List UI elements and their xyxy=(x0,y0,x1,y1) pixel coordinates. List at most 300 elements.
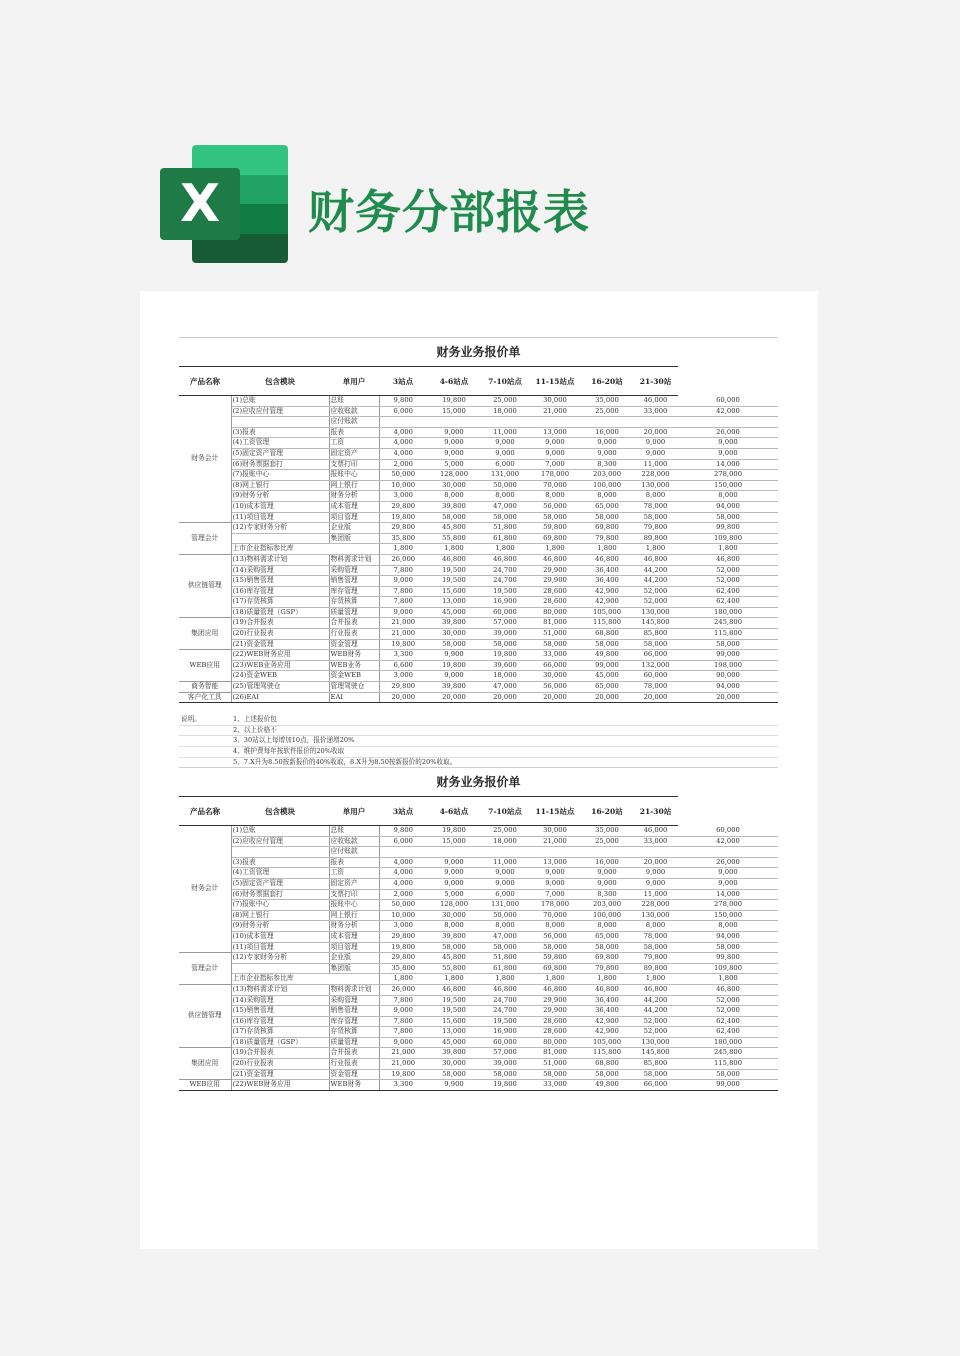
price-cell: 20,000 xyxy=(633,692,678,703)
price-cell: 228,000 xyxy=(633,900,678,911)
price-cell: 44,200 xyxy=(633,565,678,576)
price-cell: 109,800 xyxy=(678,533,778,544)
price-cell: 8,000 xyxy=(427,491,481,502)
table-row xyxy=(179,868,778,879)
price-cell: 46,800 xyxy=(633,554,678,565)
price-cell xyxy=(633,847,678,858)
module-cell: 物料需求计划 xyxy=(329,554,379,565)
price-cell: 3,300 xyxy=(379,650,427,661)
price-cell: 46,800 xyxy=(481,984,529,995)
category-cell: 供应链管理 xyxy=(179,984,231,1048)
note-row xyxy=(179,715,778,726)
price-cell: 18,000 xyxy=(481,671,529,682)
note-label: 说明。 xyxy=(181,715,201,724)
price-table xyxy=(179,796,778,1091)
price-cell: 8,000 xyxy=(678,921,778,932)
module-cell: WEB业务 xyxy=(329,660,379,671)
product-cell: 上市企业指标参比库 xyxy=(231,974,379,985)
price-cell: 9,000 xyxy=(633,868,678,879)
table-row xyxy=(179,459,778,470)
price-cell: 29,800 xyxy=(379,523,427,534)
module-cell: 资金WEB xyxy=(329,671,379,682)
price-cell: 115,800 xyxy=(581,618,633,629)
product-cell: (23)WEB业务应用 xyxy=(231,660,329,671)
price-cell: 94,000 xyxy=(678,682,778,693)
product-cell: (16)库存管理 xyxy=(231,586,329,597)
price-cell: 4,000 xyxy=(379,868,427,879)
price-cell: 94,000 xyxy=(678,931,778,942)
table-row xyxy=(179,974,778,985)
product-cell: (7)报账中心 xyxy=(231,470,329,481)
table-row xyxy=(179,1048,778,1059)
price-cell: 11,000 xyxy=(633,889,678,900)
price-cell: 105,000 xyxy=(581,607,633,618)
price-cell: 46,800 xyxy=(678,984,778,995)
price-cell xyxy=(529,847,581,858)
price-cell: 36,400 xyxy=(581,576,633,587)
category-cell: 集团应用 xyxy=(179,618,231,650)
price-cell: 5,000 xyxy=(427,459,481,470)
module-cell: 应收账款 xyxy=(329,836,379,847)
price-cell: 203,000 xyxy=(581,470,633,481)
price-cell: 1,800 xyxy=(581,974,633,985)
price-cell: 8,000 xyxy=(529,491,581,502)
price-cell: 9,000 xyxy=(427,427,481,438)
price-cell xyxy=(481,417,529,428)
price-cell: 29,900 xyxy=(529,995,581,1006)
product-cell: (18)质量管理（GSP） xyxy=(231,607,329,618)
price-cell: 35,800 xyxy=(379,533,427,544)
price-cell: 16,000 xyxy=(581,427,633,438)
price-cell: 46,800 xyxy=(581,984,633,995)
column-header: 16-20站 xyxy=(581,797,633,826)
price-cell: 45,000 xyxy=(581,671,633,682)
price-cell: 58,000 xyxy=(581,639,633,650)
table-row xyxy=(179,1080,778,1091)
price-cell: 8,000 xyxy=(581,491,633,502)
module-cell: 总账 xyxy=(329,826,379,837)
price-cell: 61,800 xyxy=(481,533,529,544)
table-row xyxy=(179,480,778,491)
price-cell: 11,000 xyxy=(633,459,678,470)
product-cell: (13)物料需求计划 xyxy=(231,984,329,995)
price-cell xyxy=(633,417,678,428)
price-cell: 42,000 xyxy=(678,406,778,417)
price-cell: 60,000 xyxy=(678,396,778,407)
product-cell: (9)财务分析 xyxy=(231,921,329,932)
price-cell: 35,000 xyxy=(581,826,633,837)
price-cell: 49,800 xyxy=(581,1080,633,1091)
price-cell: 20,000 xyxy=(427,692,481,703)
product-cell: (8)网上银行 xyxy=(231,480,329,491)
price-cell: 81,000 xyxy=(529,618,581,629)
price-cell: 7,800 xyxy=(379,1027,427,1038)
price-cell: 1,800 xyxy=(379,544,427,555)
price-cell: 105,000 xyxy=(581,1037,633,1048)
price-cell: 94,000 xyxy=(678,501,778,512)
module-cell: 财务分析 xyxy=(329,491,379,502)
table-row xyxy=(179,847,778,858)
category-cell: 客户化工具 xyxy=(179,692,231,703)
price-cell: 11,000 xyxy=(481,427,529,438)
table-row xyxy=(179,857,778,868)
price-cell: 99,800 xyxy=(678,523,778,534)
price-cell: 100,000 xyxy=(581,910,633,921)
table-row xyxy=(179,942,778,953)
price-cell: 20,000 xyxy=(379,692,427,703)
price-cell: 9,000 xyxy=(379,607,427,618)
product-cell: (20)行业报表 xyxy=(231,1059,329,1070)
price-cell: 128,000 xyxy=(427,470,481,481)
category-cell: 管理会计 xyxy=(179,523,231,555)
price-cell: 35,000 xyxy=(581,396,633,407)
price-cell: 19,800 xyxy=(379,639,427,650)
product-cell: (22)WEB财务应用 xyxy=(231,1080,329,1091)
price-cell: 132,000 xyxy=(633,660,678,671)
note-text: 2、以上价格不 xyxy=(233,725,277,734)
table-row xyxy=(179,984,778,995)
price-cell: 8,000 xyxy=(678,491,778,502)
table-row xyxy=(179,501,778,512)
product-cell: (14)采购管理 xyxy=(231,995,329,1006)
price-cell: 8,000 xyxy=(581,921,633,932)
price-cell: 1,800 xyxy=(427,974,481,985)
price-cell: 9,900 xyxy=(427,1080,481,1091)
table-row xyxy=(179,692,778,703)
module-cell: 项目管理 xyxy=(329,512,379,523)
price-cell: 25,000 xyxy=(481,396,529,407)
price-cell: 28,600 xyxy=(529,1027,581,1038)
price-cell: 42,000 xyxy=(678,836,778,847)
table-row xyxy=(179,660,778,671)
price-cell: 46,000 xyxy=(633,396,678,407)
module-cell: 报账中心 xyxy=(329,470,379,481)
price-cell: 21,000 xyxy=(379,618,427,629)
table-row xyxy=(179,533,778,544)
price-cell: 79,800 xyxy=(633,953,678,964)
price-cell: 9,000 xyxy=(678,878,778,889)
price-cell: 26,000 xyxy=(678,427,778,438)
price-cell: 115,800 xyxy=(678,1059,778,1070)
price-cell: 29,800 xyxy=(379,953,427,964)
price-cell: 145,800 xyxy=(633,618,678,629)
price-cell: 9,000 xyxy=(379,1006,427,1017)
price-cell: 19,500 xyxy=(427,565,481,576)
price-cell: 6,000 xyxy=(379,836,427,847)
note-text: 3、30站以上每增加10点，报价递增20% xyxy=(233,736,355,745)
price-cell: 1,800 xyxy=(633,544,678,555)
product-cell: (19)合并报表 xyxy=(231,618,329,629)
product-cell: (16)库存管理 xyxy=(231,1016,329,1027)
price-cell: 62,400 xyxy=(678,1027,778,1038)
price-cell: 45,000 xyxy=(427,607,481,618)
price-cell: 9,000 xyxy=(633,448,678,459)
table-row xyxy=(179,448,778,459)
price-cell: 150,000 xyxy=(678,910,778,921)
price-cell: 42,900 xyxy=(581,1027,633,1038)
table-row xyxy=(179,491,778,502)
price-cell: 20,000 xyxy=(529,692,581,703)
price-cell: 19,800 xyxy=(481,650,529,661)
price-cell: 29,800 xyxy=(379,682,427,693)
quote-sheet-2 xyxy=(179,767,778,1091)
price-cell: 19,800 xyxy=(427,396,481,407)
column-header: 包含模块 xyxy=(231,797,329,826)
price-cell: 198,000 xyxy=(678,660,778,671)
price-cell: 9,000 xyxy=(481,878,529,889)
price-cell: 79,800 xyxy=(581,963,633,974)
table-row xyxy=(179,576,778,587)
price-cell: 58,000 xyxy=(427,1069,481,1080)
header-row xyxy=(179,797,778,826)
price-cell: 8,300 xyxy=(581,459,633,470)
price-cell xyxy=(529,417,581,428)
price-cell: 4,000 xyxy=(379,857,427,868)
price-cell: 65,000 xyxy=(581,501,633,512)
product-cell: (3)报表 xyxy=(231,857,329,868)
price-cell: 66,000 xyxy=(633,650,678,661)
table-row xyxy=(179,629,778,640)
price-cell: 19,500 xyxy=(481,586,529,597)
price-cell: 50,000 xyxy=(379,900,427,911)
price-cell: 228,000 xyxy=(633,470,678,481)
price-cell: 47,000 xyxy=(481,501,529,512)
price-cell: 7,800 xyxy=(379,586,427,597)
product-cell: (11)项目管理 xyxy=(231,942,329,953)
price-cell: 9,000 xyxy=(427,878,481,889)
price-cell: 29,900 xyxy=(529,1006,581,1017)
price-cell: 58,000 xyxy=(678,1069,778,1080)
price-cell: 68,800 xyxy=(581,1059,633,1070)
price-cell: 58,000 xyxy=(427,639,481,650)
module-cell: 网上银行 xyxy=(329,910,379,921)
price-cell: 10,000 xyxy=(379,480,427,491)
price-cell: 8,300 xyxy=(581,889,633,900)
price-cell: 7,000 xyxy=(529,889,581,900)
price-cell: 20,000 xyxy=(633,427,678,438)
module-cell: 企业版 xyxy=(329,523,379,534)
price-cell: 19,800 xyxy=(427,660,481,671)
table-row xyxy=(179,523,778,534)
module-cell: 支票打印 xyxy=(329,459,379,470)
price-cell: 9,000 xyxy=(678,448,778,459)
product-cell: (12)专家财务分析 xyxy=(231,953,329,964)
price-cell: 100,000 xyxy=(581,480,633,491)
price-cell: 18,000 xyxy=(481,406,529,417)
product-cell: (4)工资管理 xyxy=(231,868,329,879)
note-row xyxy=(179,747,778,758)
price-cell: 1,800 xyxy=(481,974,529,985)
price-cell: 21,000 xyxy=(529,406,581,417)
price-cell: 58,000 xyxy=(481,512,529,523)
price-cell: 46,800 xyxy=(581,554,633,565)
note-text: 5、7.X升为8.50按新报价的40%收取，8.X升为8.50按新报价的20%收取。 xyxy=(233,757,457,766)
price-cell: 29,900 xyxy=(529,565,581,576)
price-cell: 58,000 xyxy=(633,639,678,650)
price-cell: 79,800 xyxy=(581,533,633,544)
price-cell: 30,000 xyxy=(529,671,581,682)
product-cell: (15)销售管理 xyxy=(231,1006,329,1017)
module-cell: 报账中心 xyxy=(329,900,379,911)
price-cell: 1,800 xyxy=(379,974,427,985)
price-cell: 58,000 xyxy=(427,942,481,953)
price-cell: 60,000 xyxy=(633,671,678,682)
price-cell: 131,000 xyxy=(481,900,529,911)
price-cell: 15,600 xyxy=(427,586,481,597)
price-cell: 15,000 xyxy=(427,406,481,417)
price-cell: 14,000 xyxy=(678,459,778,470)
price-cell: 30,000 xyxy=(529,396,581,407)
price-cell: 47,000 xyxy=(481,682,529,693)
price-cell: 42,900 xyxy=(581,597,633,608)
price-cell: 39,600 xyxy=(481,660,529,671)
price-cell: 79,800 xyxy=(633,523,678,534)
price-cell: 70,000 xyxy=(529,480,581,491)
module-cell: 工资 xyxy=(329,868,379,879)
price-cell: 26,000 xyxy=(379,554,427,565)
price-cell: 7,800 xyxy=(379,995,427,1006)
module-cell: 合并报表 xyxy=(329,618,379,629)
column-header: 11-15站点 xyxy=(529,797,581,826)
price-cell: 70,000 xyxy=(529,910,581,921)
price-cell: 21,000 xyxy=(379,1059,427,1070)
price-cell: 7,800 xyxy=(379,1016,427,1027)
product-cell: (25)管理驾驶仓 xyxy=(231,682,329,693)
price-cell: 131,000 xyxy=(481,470,529,481)
price-cell: 9,000 xyxy=(427,438,481,449)
column-header: 单用户 xyxy=(329,367,379,396)
module-cell: 报表 xyxy=(329,427,379,438)
module-cell: 应付账款 xyxy=(329,417,379,428)
price-cell: 85,800 xyxy=(633,629,678,640)
module-cell: 存货核算 xyxy=(329,597,379,608)
module-cell: 成本管理 xyxy=(329,501,379,512)
price-cell: 8,000 xyxy=(427,921,481,932)
module-cell: 成本管理 xyxy=(329,931,379,942)
price-cell: 57,000 xyxy=(481,618,529,629)
table-row xyxy=(179,671,778,682)
module-cell: 工资 xyxy=(329,438,379,449)
product-cell: (24)资金WEB xyxy=(231,671,329,682)
price-cell: 58,000 xyxy=(529,639,581,650)
column-header: 3站点 xyxy=(379,797,427,826)
module-cell: 财务分析 xyxy=(329,921,379,932)
price-cell: 13,000 xyxy=(427,1027,481,1038)
price-cell: 56,000 xyxy=(529,501,581,512)
price-cell: 20,000 xyxy=(633,857,678,868)
module-cell: 支票打印 xyxy=(329,889,379,900)
price-cell: 245,800 xyxy=(678,1048,778,1059)
price-cell: 61,800 xyxy=(481,963,529,974)
price-cell: 128,000 xyxy=(427,900,481,911)
note-label xyxy=(179,747,233,757)
price-cell: 7,000 xyxy=(529,459,581,470)
price-cell: 69,800 xyxy=(529,963,581,974)
price-cell: 180,000 xyxy=(678,1037,778,1048)
table-row xyxy=(179,1027,778,1038)
price-cell: 58,000 xyxy=(581,942,633,953)
product-cell xyxy=(231,417,329,428)
product-cell: (21)资金管理 xyxy=(231,639,329,650)
table-row xyxy=(179,1069,778,1080)
price-cell: 90,000 xyxy=(678,671,778,682)
product-cell: (4)工资管理 xyxy=(231,438,329,449)
price-cell: 21,000 xyxy=(529,836,581,847)
price-cell: 58,000 xyxy=(633,1069,678,1080)
price-cell: 9,000 xyxy=(678,868,778,879)
note-row xyxy=(179,736,778,747)
price-cell: 9,000 xyxy=(581,878,633,889)
category-cell: 财务会计 xyxy=(179,826,231,953)
price-cell: 30,000 xyxy=(427,910,481,921)
price-cell: 46,800 xyxy=(529,984,581,995)
price-cell: 58,000 xyxy=(633,942,678,953)
module-cell: 采购管理 xyxy=(329,995,379,1006)
price-cell xyxy=(678,847,778,858)
column-header: 4-6站点 xyxy=(427,367,481,396)
price-cell: 9,000 xyxy=(529,438,581,449)
table-row xyxy=(179,1006,778,1017)
price-cell: 178,000 xyxy=(529,900,581,911)
price-cell: 24,700 xyxy=(481,576,529,587)
price-cell: 52,000 xyxy=(678,576,778,587)
price-cell: 52,000 xyxy=(633,586,678,597)
price-cell: 46,800 xyxy=(678,554,778,565)
price-cell: 80,000 xyxy=(529,607,581,618)
price-cell: 58,000 xyxy=(581,512,633,523)
price-cell: 19,500 xyxy=(427,995,481,1006)
table-row xyxy=(179,618,778,629)
price-cell: 46,800 xyxy=(481,554,529,565)
table-row xyxy=(179,597,778,608)
column-header: 3站点 xyxy=(379,367,427,396)
product-cell: (12)专家财务分析 xyxy=(231,523,329,534)
table-row xyxy=(179,438,778,449)
module-cell: 应收账款 xyxy=(329,406,379,417)
price-cell xyxy=(427,847,481,858)
module-cell: 质量管理 xyxy=(329,607,379,618)
category-cell: 集团应用 xyxy=(179,1048,231,1080)
price-cell: 19,800 xyxy=(379,942,427,953)
price-cell: 6,000 xyxy=(379,406,427,417)
notes xyxy=(179,715,778,768)
price-cell: 26,000 xyxy=(379,984,427,995)
price-cell: 203,000 xyxy=(581,900,633,911)
product-cell xyxy=(231,533,329,544)
price-cell: 9,800 xyxy=(379,396,427,407)
column-header: 单用户 xyxy=(329,797,379,826)
product-cell: (13)物料需求计划 xyxy=(231,554,329,565)
price-cell: 16,900 xyxy=(481,597,529,608)
price-cell: 58,000 xyxy=(529,1069,581,1080)
price-cell: 24,700 xyxy=(481,565,529,576)
price-cell: 58,000 xyxy=(529,512,581,523)
price-cell: 33,000 xyxy=(633,836,678,847)
module-cell: WEB财务 xyxy=(329,1080,379,1091)
price-cell: 13,000 xyxy=(529,857,581,868)
price-cell: 99,000 xyxy=(678,1080,778,1091)
price-cell: 28,600 xyxy=(529,586,581,597)
product-cell: (2)应收应付管理 xyxy=(231,406,329,417)
product-cell xyxy=(231,963,329,974)
price-cell: 20,000 xyxy=(581,692,633,703)
product-cell: (10)成本管理 xyxy=(231,931,329,942)
column-header: 21-30站 xyxy=(633,367,678,396)
product-cell: (6)财务票据套打 xyxy=(231,459,329,470)
module-cell: 网上银行 xyxy=(329,480,379,491)
price-cell: 19,800 xyxy=(379,512,427,523)
price-cell: 52,000 xyxy=(633,1027,678,1038)
